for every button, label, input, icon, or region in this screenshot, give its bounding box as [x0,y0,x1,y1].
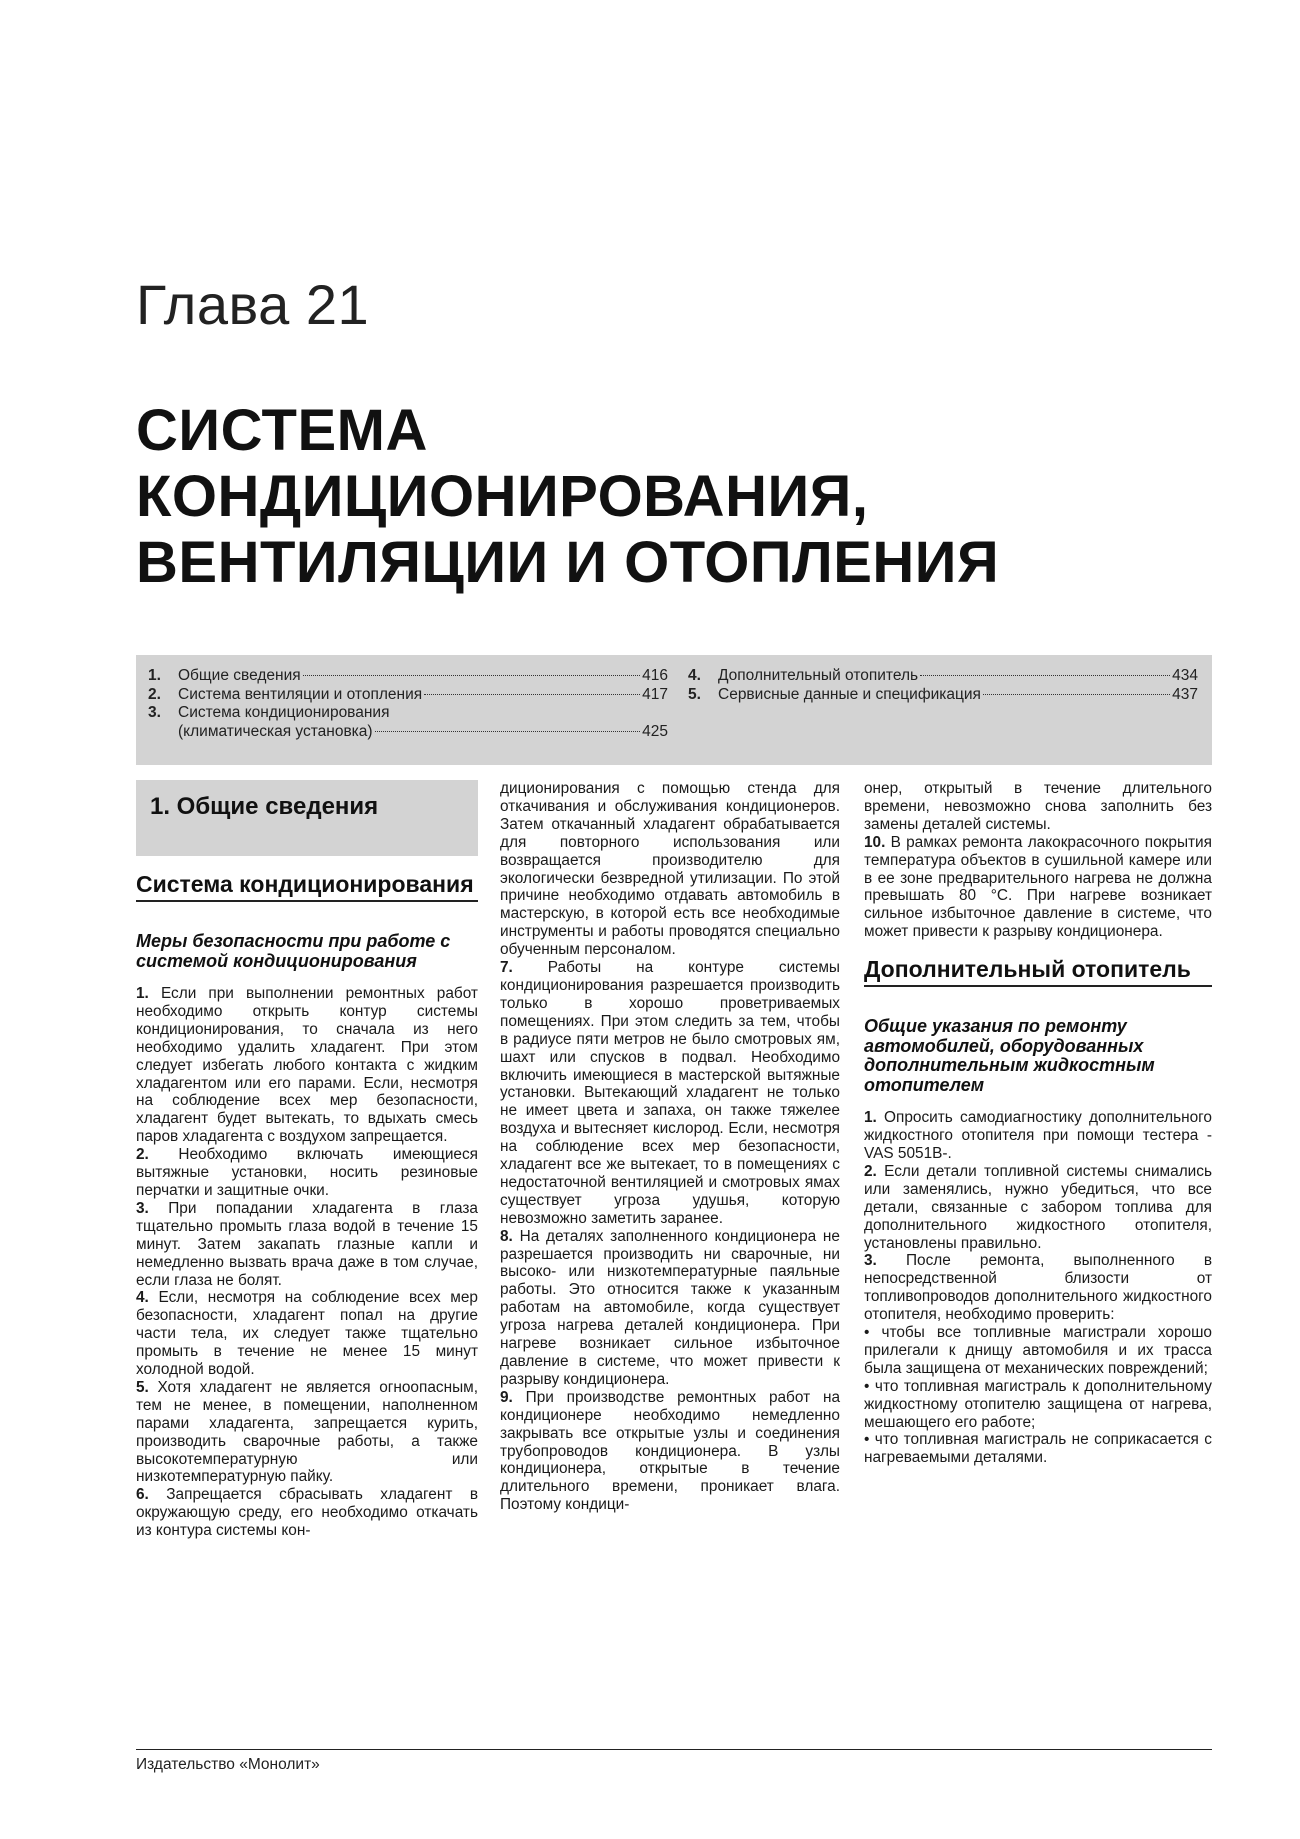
paragraph-text: Если детали топливной системы снимались или заменялись, нужно убедиться, что все детали, связанные с забором топлива для дополнительного жидкостного отопителя, установлены правильно. [864,1162,1212,1252]
paragraph-number: 7. [500,959,513,977]
paragraph [864,834,1212,941]
toc-entry-page: 417 [642,685,668,703]
paragraph [500,1389,840,1514]
paragraph-text: Хотя хладагент не является огноопасным, тем не менее, в помещении, наполненном парами хладагента, запрещается курить, производить сварочные работы, а также высокотемпературную или низкотемпературную пайку. [136,1378,478,1486]
text-column-3 [864,780,1212,1467]
paragraph-number: 3. [864,1252,877,1270]
toc-entry[interactable] [688,686,1198,705]
paragraph-text: На деталях заполненного кондиционера не разрешается производить ни сварочные, ни высоко- или низкотемпературные паяльные работы. Это относится также к указанным работам на автомобиле, когда существует угроза нагрева деталей кондиционера. При нагреве возникает сильное избыточное давление в системе, что может привести к разрыву кондиционера. [500,1227,840,1388]
chapter-number: Глава 21 [136,273,370,336]
paragraph [500,1228,840,1389]
toc-entry-title: Система кондиционирования [178,704,390,721]
column-body [136,985,478,1540]
toc-entry-title: Система вентиляции и отопления [178,685,423,703]
paragraph [136,1146,478,1200]
title-line: ВЕНТИЛЯЦИИ И ОТОПЛЕНИЯ [136,530,1000,595]
paragraph [136,1486,478,1540]
toc-leader-dots [983,694,1170,695]
paragraph-text: При производстве ремонтных работ на кондиционере необходимо немедленно закрывать все открытые узлы и соединения трубопроводов кондиционера. В узлы кондиционера, открытые в течение длительного времени, проникает влага. Поэтому кондици- [500,1388,840,1514]
paragraph-number: 3. [136,1199,149,1217]
toc-entry-title: Дополнительный отопитель [718,667,919,684]
toc-entry-number: 2. [148,685,161,703]
table-of-contents [136,655,1212,765]
toc-entry-number: 3. [148,704,161,721]
paragraph-number: 6. [136,1486,149,1504]
toc-entry[interactable] [688,667,1198,686]
toc-entry-number: 1. [148,667,161,684]
toc-column-left [148,667,668,741]
toc-entry-title: (климатическая установка) [178,722,373,740]
toc-entry-continuation[interactable] [148,723,668,742]
toc-entry-title: Общие сведения [178,667,301,684]
subsection-heading: Система кондиционирования [136,872,478,902]
section-heading-box: 1. Общие сведения [136,780,478,856]
title-line: СИСТЕМА [136,398,428,463]
paragraph-number: 1. [136,985,149,1002]
paragraph [864,1109,1212,1163]
toc-leader-dots [424,694,640,695]
toc-leader-dots [920,675,1170,676]
toc-entry-page: 434 [1172,667,1198,684]
paragraph-number: 2. [136,1146,149,1164]
paragraph [864,1163,1212,1253]
paragraph-number: 1. [864,1109,877,1127]
paragraph-text: В рамках ремонта лакокрасочного покрытия температура объектов в сушильной камере или в ее зоне предварительного нагрева не должна превышать 80 °С. При нагреве возникает сильное избыточное давление в системе, что может привести к разрыву кондиционера. [864,833,1212,941]
subsection-heading: Дополнительный отопитель [864,957,1212,987]
toc-entry-page: 416 [642,667,668,684]
toc-column-right [688,667,1198,704]
paragraph [864,1252,1212,1324]
paragraph [500,780,840,959]
paragraph-text: Работы на контуре системы кондиционирования разрешается производить только в хорошо проветриваемых помещениях. При этом следить за тем, чтобы в радиусе пяти метров не было смотровых ям, шахт или спусков в подвал. Необходимо включить имеющиеся в мастерской вытяжные установки. Вытекающий хладагент не только не имеет цвета и запаха, он также тяжелее воздуха и вытесняет кислород. Если, несмотря на соблюдение всех мер безопасности, хладагент все же вытекает, то в помещениях с недостаточной вентиляцией и смотровых ямах существует угроза удушья, которую невозможно заметить заранее. [500,959,840,1227]
toc-leader-dots [303,675,640,676]
paragraph-number: 5. [136,1378,149,1396]
column-body [864,780,1212,941]
paragraph-text: Запрещается сбрасывать хладагент в окружающую среду, его необходимо откачать из контура системы кон- [136,1486,478,1540]
toc-entry-page: 437 [1172,685,1198,703]
paragraph-text: онер, открытый в течение длительного времени, невозможно снова заполнить без замены деталей системы. [864,780,1212,833]
toc-entry[interactable] [148,667,668,686]
paragraph-text: Если, несмотря на соблюдение всех мер безопасности, хладагент попал на другие части тела, их следует также тщательно промыть в течение не менее 15 минут холодной водой. [136,1289,478,1379]
toc-entry-page: 425 [642,722,668,740]
paragraph [864,780,1212,834]
column-body [500,780,840,1514]
publisher-footer: Издательство «Монолит» [136,1756,320,1773]
paragraph-number: 10. [864,833,886,851]
bullet-item: • что топливная магистраль к дополнительному жидкостному отопителю защищена от нагрева, мешающего его работе; [864,1377,1212,1431]
paragraph-number: 2. [864,1162,877,1180]
toc-entry[interactable] [148,704,668,723]
paragraph [136,985,478,1146]
column-body [864,1109,1212,1324]
toc-entry[interactable] [148,686,668,705]
italic-heading: Меры безопасности при работе с системой кондиционирования [136,931,451,971]
paragraph-number: 4. [136,1289,149,1307]
paragraph [500,959,840,1228]
paragraph [136,1289,478,1379]
paragraph-number: 8. [500,1227,513,1245]
italic-heading: Общие указания по ремонту автомобилей, оборудованных дополнительным жидкостным отопителем [864,1016,1155,1095]
text-column-2 [500,780,840,1514]
bullet-item: • чтобы все топливные магистрали хорошо прилегали к днищу автомобиля и их трасса была защищена от механических повреждений; [864,1324,1212,1377]
paragraph-number: 9. [500,1388,513,1406]
paragraph-text: диционирования с помощью стенда для откачивания и обслуживания кондиционеров. Затем откачанный хладагент обрабатывается для повторного использования или возвращается производителю для экологически безвредной утилизации. По этой причине необходимо отдавать автомобиль в мастерскую, в которой есть все необходимые инструменты и работы проводятся специально обученным персоналом. [500,780,840,959]
paragraph-text: После ремонта, выполненного в непосредственной близости от топливопроводов дополнительного жидкостного отопителя, необходимо проверить: [864,1252,1212,1324]
bullet-list [864,1324,1212,1467]
bullet-item: • что топливная магистраль не соприкасается с нагреваемыми деталями. [864,1431,1212,1467]
toc-entry-title: Сервисные данные и спецификация [718,685,981,703]
paragraph-text: Необходимо включать имеющиеся вытяжные установки, носить резиновые перчатки и защитные очки. [136,1146,478,1199]
title-line: КОНДИЦИОНИРОВАНИЯ, [136,464,869,529]
toc-entry-number: 4. [688,667,701,684]
footer-divider [136,1749,1212,1750]
toc-leader-dots [375,731,641,732]
paragraph-text: Если при выполнении ремонтных работ необходимо открыть контур системы кондиционирования, то сначала из него необходимо удалить хладагент. При этом следует избегать любого контакта с жидким хладагентом или его парами. Если, несмотря на соблюдение всех мер безопасности, хладагент будет вытекать, то вдыхать смесь паров хладагента с воздухом запрещается. [136,985,478,1146]
paragraph-text: При попадании хладагента в глаза тщательно промыть глаза водой в течение 15 минут. Затем закапать глазные капли и немедленно вызвать врача даже в том случае, если глаза не болят. [136,1199,478,1289]
paragraph [136,1200,478,1290]
toc-entry-number: 5. [688,685,701,703]
paragraph [136,1379,478,1486]
text-column-1 [136,780,478,1540]
paragraph-text: Опросить самодиагностику дополнительного жидкостного отопителя при помощи тестера -VAS 5051B-. [864,1109,1212,1162]
chapter-title [136,398,1216,596]
